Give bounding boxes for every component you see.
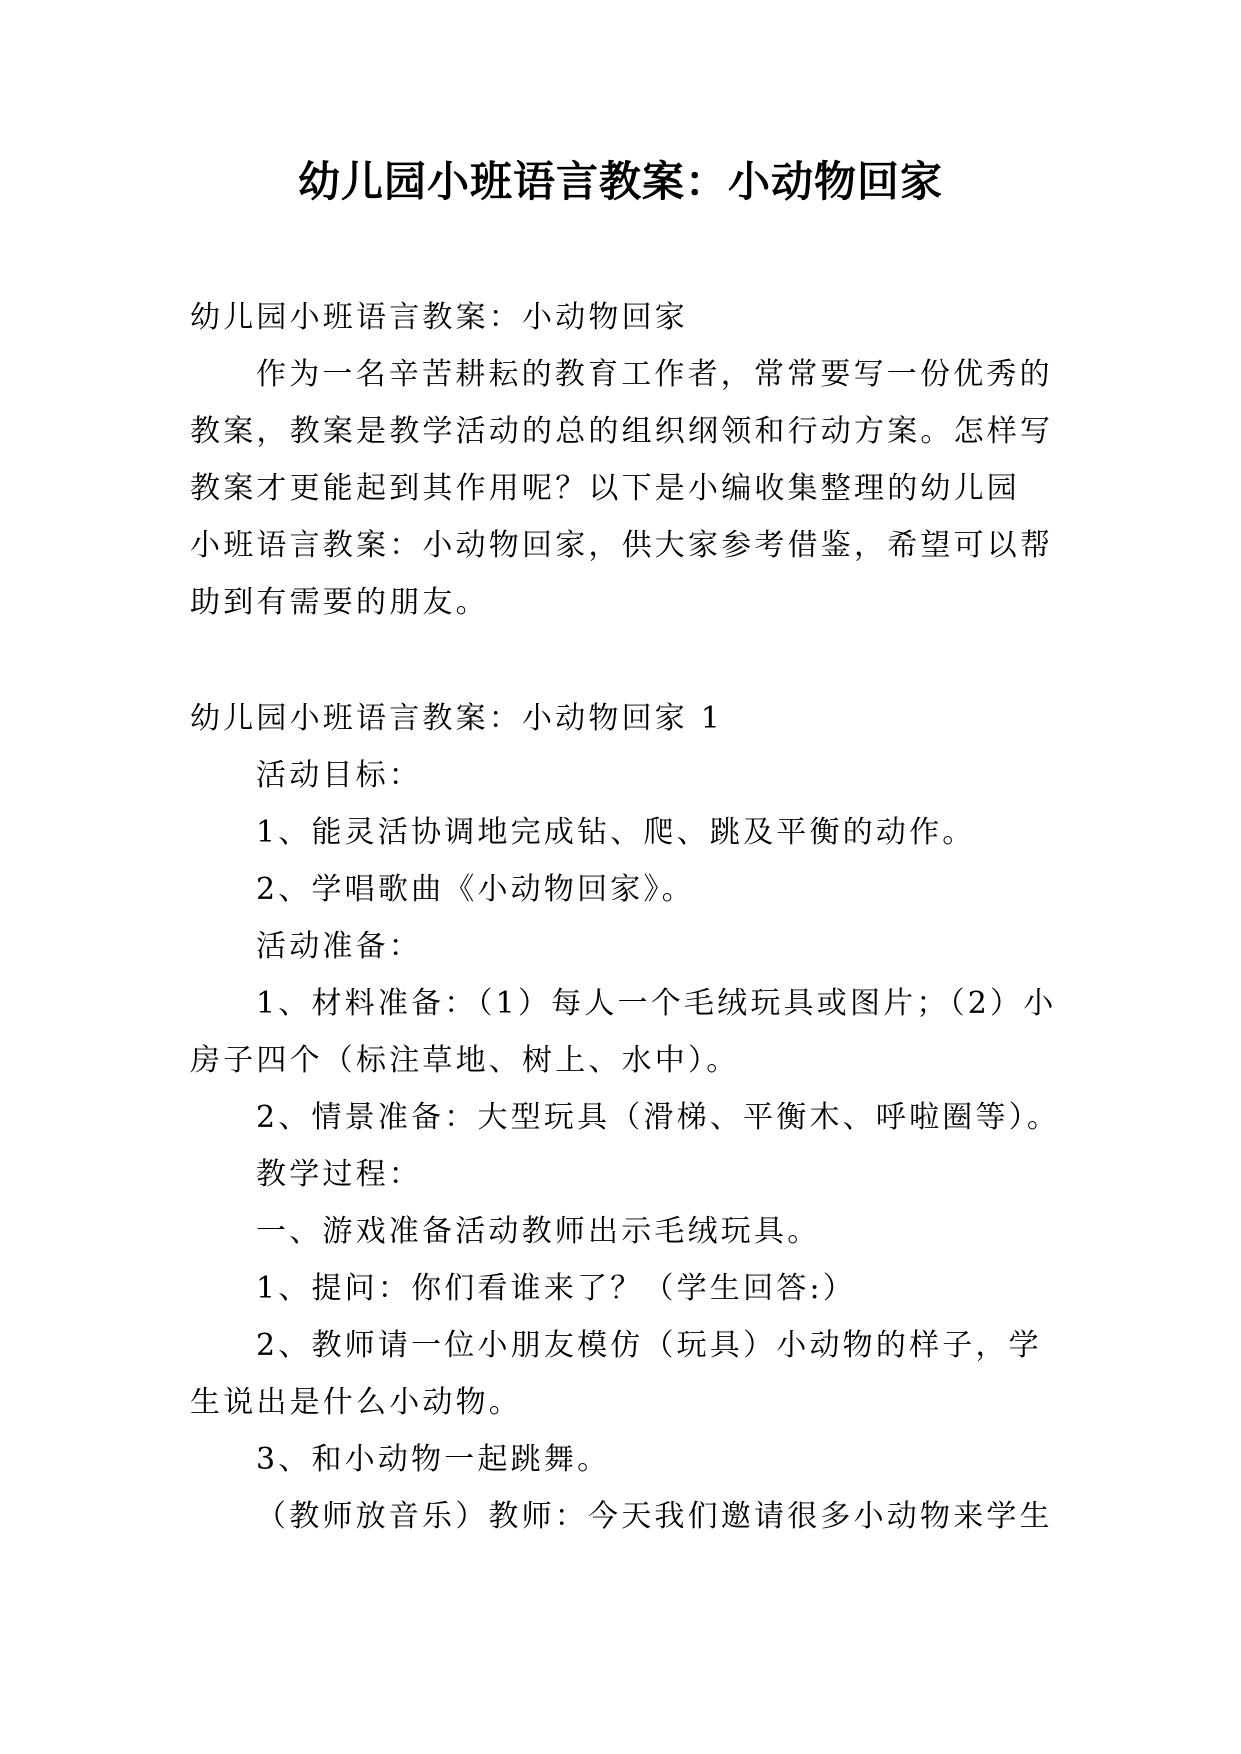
- goal-heading: 活动目标：: [256, 758, 422, 793]
- goal-item-2: 2、学唱歌曲《小动物回家》。: [256, 872, 695, 907]
- section-heading: 幼儿园小班语言教案：小动物回家 1: [190, 701, 724, 736]
- prep-heading: 活动准备：: [256, 929, 422, 964]
- process-step-1: 一、游戏准备活动教师出示毛绒玩具。: [256, 1214, 821, 1249]
- process-item-1: 1、提问：你们看谁来了？（学生回答:）: [256, 1271, 856, 1306]
- intro-line-5: 助到有需要的朋友。: [190, 585, 489, 620]
- document-title: 幼儿园小班语言教案：小动物回家: [297, 157, 943, 206]
- process-heading: 教学过程：: [256, 1157, 422, 1192]
- process-item-3: 3、和小动物一起跳舞。: [256, 1442, 611, 1477]
- intro-line-1: 作为一名辛苦耕耘的教育工作者，常常要写一份优秀的: [256, 357, 1053, 392]
- process-item-2-line-2: 生说出是什么小动物。: [190, 1385, 522, 1420]
- prep-item-2: 2、情景准备：大型玩具（滑梯、平衡木、呼啦圈等）。: [256, 1100, 1061, 1135]
- prep-item-1-line-2: 房子四个（标注草地、树上、水中）。: [190, 1043, 740, 1078]
- prep-item-1-line-1: 1、材料准备：（1）每人一个毛绒玩具或图片；（2）小: [256, 986, 1057, 1021]
- process-item-2-line-1: 2、教师请一位小朋友模仿（玩具）小动物的样子，学: [256, 1328, 1042, 1363]
- intro-line-2: 教案，教案是教学活动的总的组织纲领和行动方案。怎样写: [190, 414, 1054, 449]
- goal-item-1: 1、能灵活协调地完成钻、爬、跳及平衡的动作。: [256, 815, 976, 850]
- intro-line-3: 教案才更能起到其作用呢？以下是小编收集整理的幼儿园: [190, 471, 1020, 506]
- subtitle-line: 幼儿园小班语言教案：小动物回家: [190, 300, 688, 335]
- process-item-3-detail: （教师放音乐）教师：今天我们邀请很多小动物来学生: [256, 1499, 1053, 1534]
- intro-line-4: 小班语言教案：小动物回家，供大家参考借鉴，希望可以帮: [190, 528, 1054, 563]
